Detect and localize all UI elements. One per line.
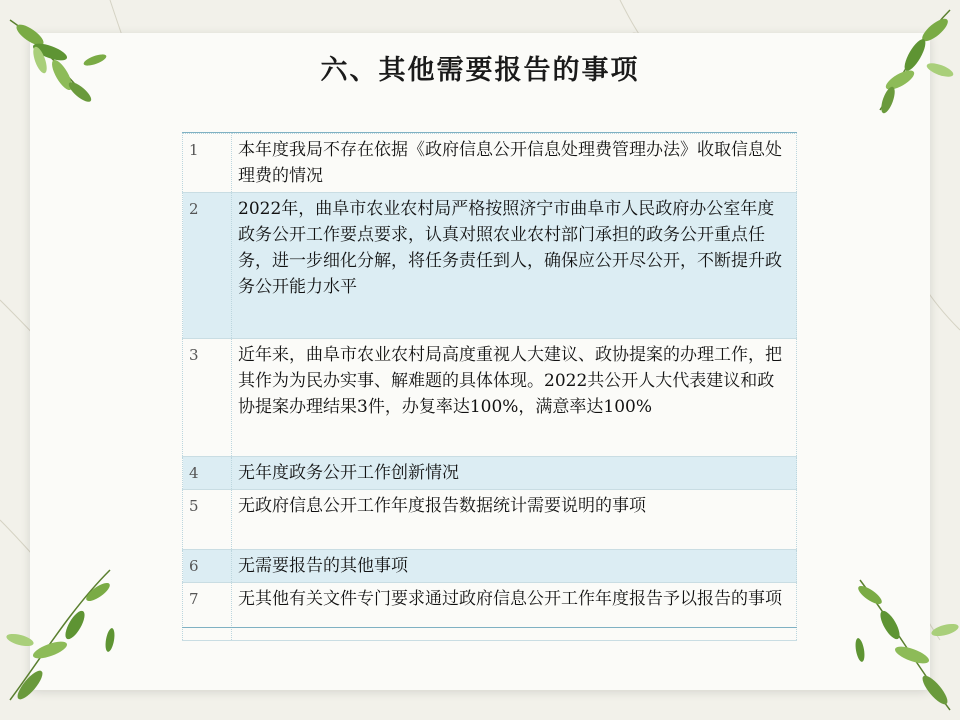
row-number: 1 <box>183 134 232 193</box>
row-number: 4 <box>183 457 232 490</box>
row-text: 近年来，曲阜市农业农村局高度重视人大建议、政协提案的办理工作，把其作为为民办实事、解难题的具体体现。2022共公开人大代表建议和政协提案办理结果3件，办复率达100%，满意率达100% <box>232 339 797 457</box>
row-text: 2022年，曲阜市农业农村局严格按照济宁市曲阜市人民政府办公室年度政务公开工作要点要求，认真对照农业农村部门承担的政务公开重点任务，进一步细化分解，将任务责任到人，确保应公开尽公开，不断提升政务公开能力水平 <box>232 193 797 339</box>
row-text: 无年度政务公开工作创新情况 <box>232 457 797 490</box>
row-number: 3 <box>183 339 232 457</box>
row-number: 7 <box>183 583 232 641</box>
table-row <box>183 583 797 641</box>
row-text: 无需要报告的其他事项 <box>232 550 797 583</box>
row-text: 本年度我局不存在依据《政府信息公开信息处理费管理办法》收取信息处理费的情况 <box>232 134 797 193</box>
row-text: 无其他有关文件专门要求通过政府信息公开工作年度报告予以报告的事项 <box>232 583 797 641</box>
row-number: 5 <box>183 490 232 550</box>
report-items-table <box>182 133 797 641</box>
row-number: 6 <box>183 550 232 583</box>
table-row <box>183 457 797 490</box>
table-bottom-border <box>182 627 797 628</box>
table-row <box>183 339 797 457</box>
table-row <box>183 490 797 550</box>
table-row <box>183 134 797 193</box>
table-row <box>183 193 797 339</box>
table-row <box>183 550 797 583</box>
bottom-left-leaves-icon <box>5 570 116 703</box>
page-title: 六、其他需要报告的事项 <box>320 55 640 86</box>
row-number: 2 <box>183 193 232 339</box>
row-text: 无政府信息公开工作年度报告数据统计需要说明的事项 <box>232 490 797 550</box>
bottom-right-leaves-icon <box>854 580 960 710</box>
